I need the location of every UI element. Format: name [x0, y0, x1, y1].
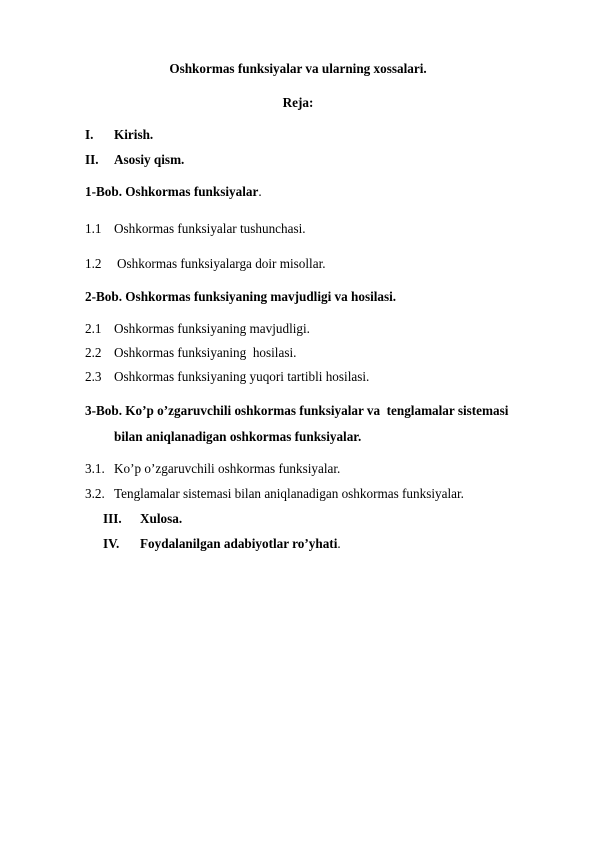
chapter-3-heading-line1: 3-Bob. Ko’p o’zgaruvchili oshkormas funksiyalar va tenglamalar sistemasi: [85, 403, 509, 418]
section-conclusion: [103, 511, 182, 527]
section-label: Foydalanilgan adabiyotlar ro’yhati: [140, 536, 338, 551]
chapter-3-heading-line2: bilan aniqlanadigan oshkormas funksiyalar.: [114, 429, 362, 444]
item-text: Tenglamalar sistemasi bilan aniqlanadigan oshkormas funksiyalar.: [114, 486, 464, 501]
item-text: Oshkormas funksiyaning hosilasi.: [114, 345, 297, 360]
chapter-1-heading: [85, 184, 262, 200]
list-item: [85, 221, 306, 237]
item-number: 1.2: [85, 256, 102, 271]
list-item: [85, 256, 326, 272]
item-number: 2.1: [85, 321, 102, 336]
section-main: [85, 152, 184, 168]
section-number: IV.: [103, 536, 120, 551]
item-text: Oshkormas funksiyaning mavjudligi.: [114, 321, 310, 336]
item-number: 2.3: [85, 369, 102, 384]
list-item: [85, 345, 296, 361]
document-title: Oshkormas funksiyalar va ularning xossalari.: [169, 61, 427, 76]
section-intro: [85, 127, 153, 143]
section-label: Xulosa.: [140, 511, 183, 526]
item-text: Oshkormas funksiyalar tushunchasi.: [114, 221, 306, 236]
item-number: 3.2.: [85, 486, 105, 501]
item-number: 2.2: [85, 345, 102, 360]
item-number: 3.1.: [85, 461, 105, 476]
chapter-title: 1-Bob. Oshkormas funksiyalar: [85, 184, 259, 199]
section-number: III.: [103, 511, 122, 526]
plan-heading: Reja:: [282, 95, 314, 110]
item-number: 1.1: [85, 221, 102, 236]
item-text: Ko’p o’zgaruvchili oshkormas funksiyalar.: [114, 461, 341, 476]
section-label: Asosiy qism.: [114, 152, 185, 167]
section-number: I.: [85, 127, 94, 142]
section-label: Kirish.: [114, 127, 154, 142]
section-number: II.: [85, 152, 99, 167]
chapter-2-heading: 2-Bob. Oshkormas funksiyaning mavjudligi va hosilasi.: [85, 289, 397, 304]
section-references: [103, 536, 341, 552]
list-item: [85, 461, 340, 477]
item-text: Oshkormas funksiyaning yuqori tartibli hosilasi.: [114, 369, 370, 384]
list-item: [85, 321, 310, 337]
chapter-title-tail: .: [258, 184, 262, 199]
list-item: [85, 369, 369, 385]
list-item: [85, 486, 464, 502]
section-label-tail: .: [337, 536, 341, 551]
item-text: Oshkormas funksiyalarga doir misollar.: [117, 256, 326, 271]
